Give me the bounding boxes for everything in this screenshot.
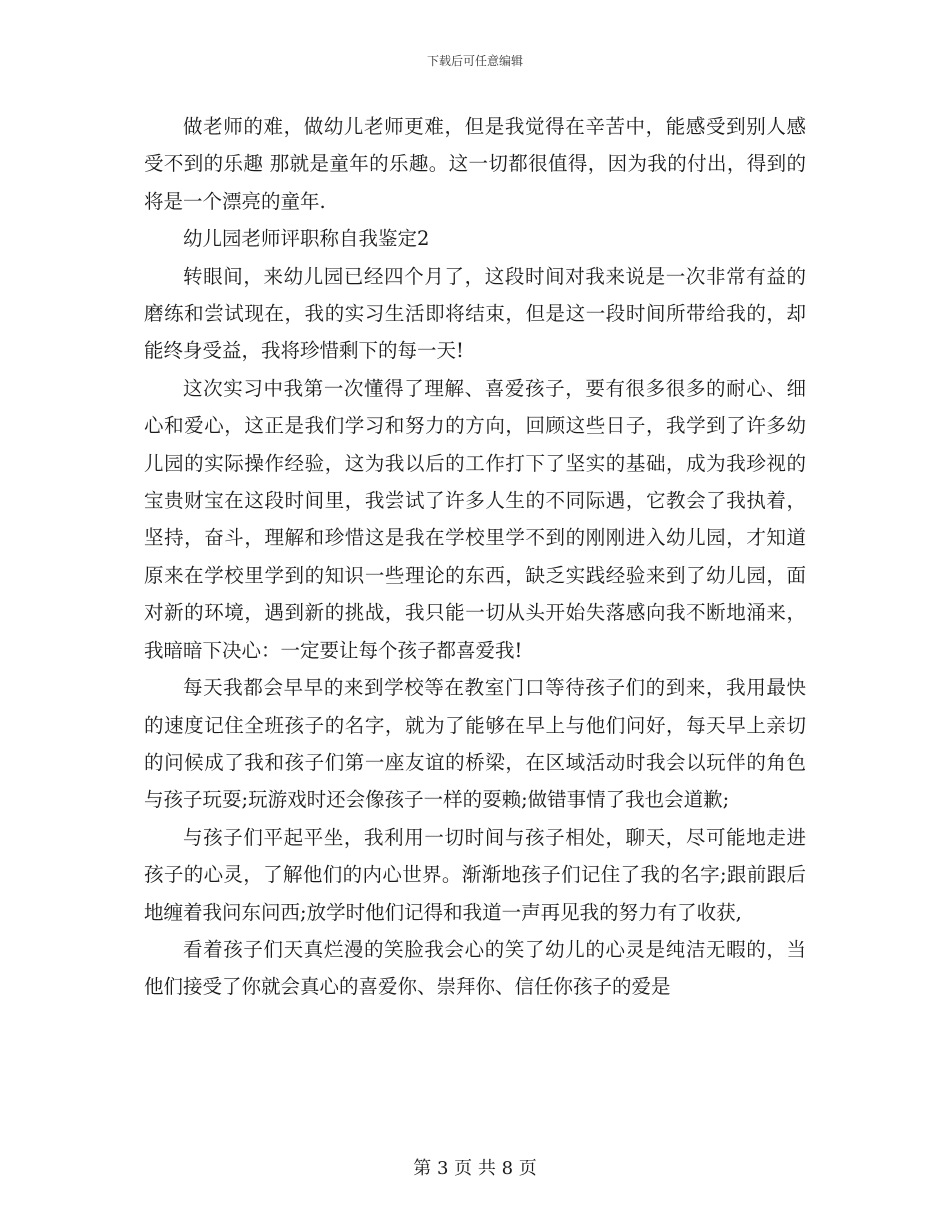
page-header: 下载后可任意编辑 bbox=[426, 54, 523, 68]
paragraph-1: 做老师的难，做幼儿老师更难，但是我觉得在辛苦中，能感受到别人感受不到的乐趣 那就是童年的乐趣。这一切都很值得，因为我的付出，得到的将是一个漂亮的童年. bbox=[144, 115, 806, 213]
document-body bbox=[144, 108, 806, 1006]
paragraph-3: 这次实习中我第一次懂得了理解、喜爱孩子，要有很多很多的耐心、细心和爱心，这正是我们学习和努力的方向，回顾这些日子，我学到了许多幼儿园的实际操作经验，这为我以后的工作打下了坚实的基础，成为我珍视的宝贵财宝在这段时间里，我尝试了许多人生的不同际遇，它教会了我执着，坚持，奋斗，理解和珍惜这是我在学校里学不到的刚刚进入幼儿园，才知道原来在学校里学到的知识一些理论的东西，缺乏实践经验来到了幼儿园，面对新的环境，遇到新的挑战，我只能一切从头开始失落感向我不断地涌来，我暗暗下决心：一定要让每个孩子都喜爱我! bbox=[144, 376, 806, 662]
section-title: 幼儿园老师评职称自我鉴定2 bbox=[183, 227, 430, 251]
paragraph-4: 每天我都会早早的来到学校等在教室门口等待孩子们的到来，我用最快的速度记住全班孩子的名字，就为了能够在早上与他们问好，每天早上亲切的问候成了我和孩子们第一座友谊的桥梁，在区域活动时我会以玩伴的角色与孩子玩耍;玩游戏时还会像孩子一样的耍赖;做错事情了我也会道歉; bbox=[144, 676, 806, 812]
paragraph-6: 看着孩子们天真烂漫的笑脸我会心的笑了幼儿的心灵是纯洁无暇的，当他们接受了你就会真心的喜爱你、崇拜你、信任你孩子的爱是 bbox=[144, 937, 806, 999]
page-footer: 第 3 页 共 8 页 bbox=[413, 1158, 537, 1179]
paragraph-2: 转眼间，来幼儿园已经四个月了，这段时间对我来说是一次非常有益的磨练和尝试现在，我的实习生活即将结束，但是这一段时间所带给我的，却能终身受益，我将珍惜剩下的每一天! bbox=[144, 264, 806, 363]
paragraph-5: 与孩子们平起平坐，我利用一切时间与孩子相处，聊天，尽可能地走进孩子的心灵，了解他们的内心世界。渐渐地孩子们记住了我的名字;跟前跟后地缠着我问东问西;放学时他们记得和我道一声再见我的努力有了收获, bbox=[144, 825, 806, 924]
